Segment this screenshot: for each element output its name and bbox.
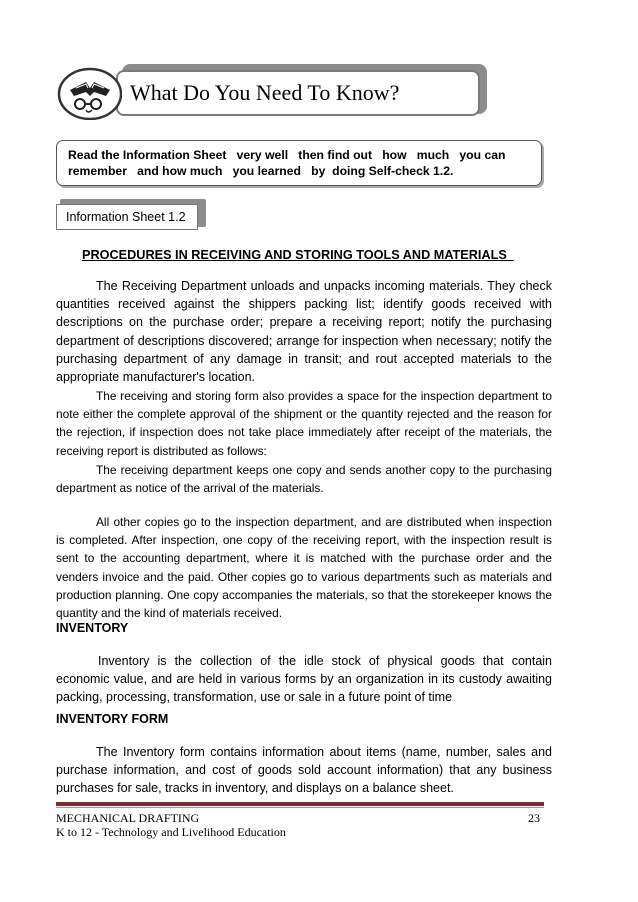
inventory-paragraph: Inventory is the collection of the idle stock of physical goods that contain economic value, and are held in various forms by an organization in its custody awaiting packing, processing, transformation, use or sale in a future point of time xyxy=(56,654,552,705)
footer-course: MECHANICAL DRAFTING xyxy=(56,811,200,825)
inventory-heading: INVENTORY xyxy=(56,621,129,635)
section-heading: PROCEDURES IN RECEIVING AND STORING TOOLS AND MATERIALS xyxy=(82,248,514,262)
footer-rule xyxy=(56,802,544,806)
page-number: 23 xyxy=(528,811,540,825)
book-reader-icon xyxy=(56,64,122,120)
paragraph-3: The receiving department keeps one copy and sends another copy to the purchasing department as notice of the arrival of the materials. xyxy=(56,463,552,496)
info-sheet-label: Information Sheet 1.2 xyxy=(66,210,186,224)
section-title: What Do You Need To Know? xyxy=(130,80,400,105)
footer-rule-thin xyxy=(56,807,544,808)
instruction-line-2: remember and how much you learned by doing Self-check 1.2. xyxy=(68,164,454,178)
paragraph-4: All other copies go to the inspection department, and are distributed when inspection is completed. After inspection, one copy of the receiving report, with the inspection result is sent to the accounting department, where it is matched with the purchase order and the venders invoice and the paid. Other copies go to various departments such as materials and production planning. One copy accompanies the materials, so that the storekeeper knows the quantity and the kind of materials received. xyxy=(56,515,552,621)
paragraph-1: The Receiving Department unloads and unpacks incoming materials. They check quantities received against the shippers packing list; identify goods received with descriptions on the purchase order; prepare a receiving report; notify the purchasing department of descriptions discovered; arrange for inspection when necessary; notify the purchasing department of any damage in transit; and rout accepted materials to the appropriate manufacturer's location. xyxy=(56,279,552,385)
instruction-line-1: Read the Information Sheet very well then find out how much you can xyxy=(68,148,506,162)
inventory-form-paragraph: The Inventory form contains information about items (name, number, sales and purchase information, and cost of goods sold account information) that any business purchases for sale, tracks in inventory, and displays on a balance sheet. xyxy=(56,745,552,796)
footer-curriculum: K to 12 - Technology and Livelihood Education xyxy=(56,825,286,839)
paragraph-2: The receiving and storing form also provides a space for the inspection department to note either the complete approval of the shipment or the quantity rejected and the reason for the rejection, if inspection does not take place immediately after receipt of the materials, the receiving report is distributed as follows: xyxy=(56,389,552,458)
instruction-box xyxy=(56,140,542,186)
inventory-form-heading: INVENTORY FORM xyxy=(56,712,169,726)
